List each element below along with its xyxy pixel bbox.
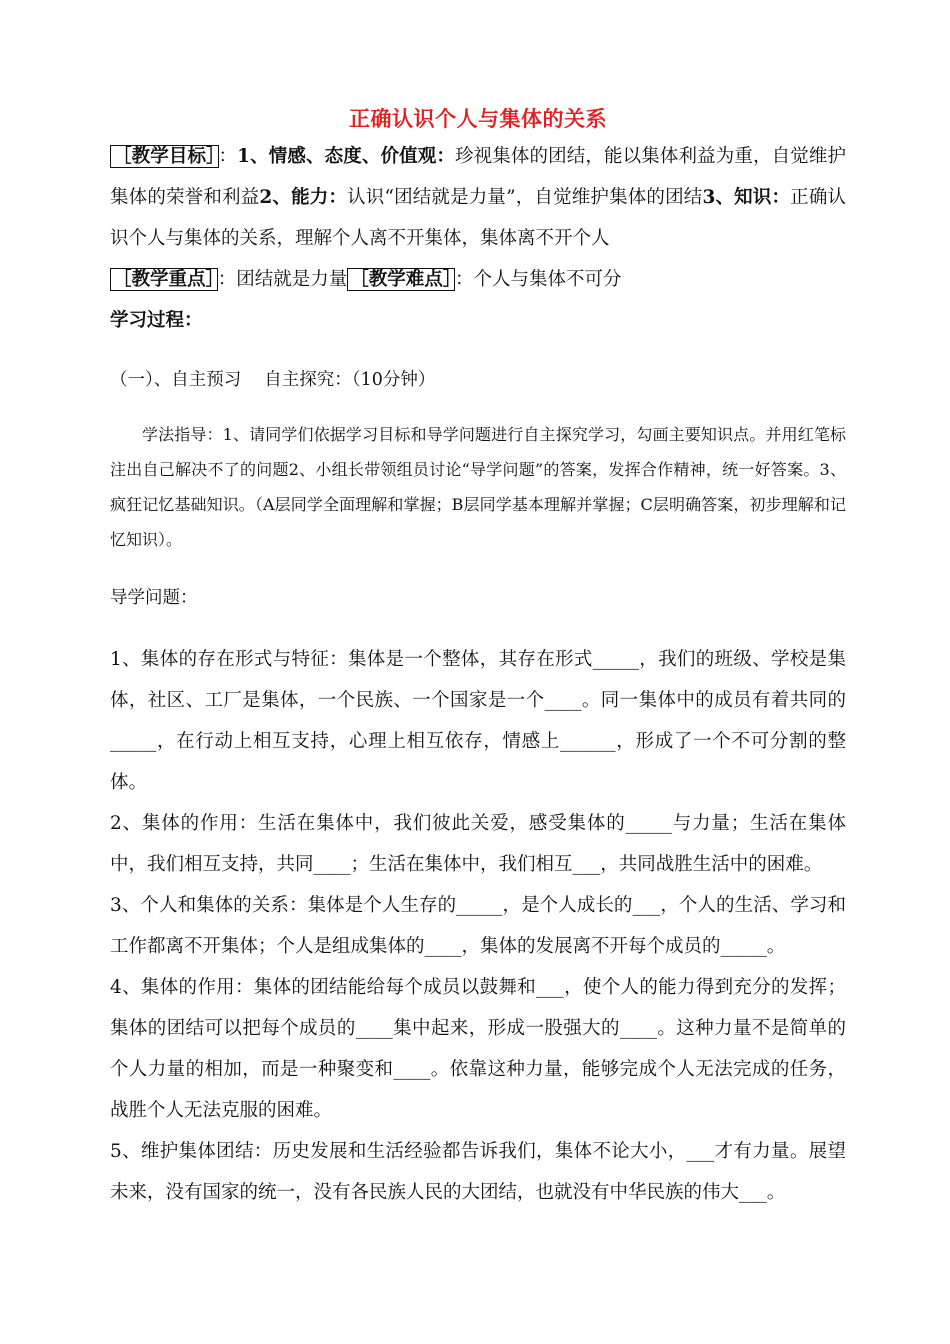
- objectives-label: ［教学目标］: [110, 145, 219, 168]
- question-4: 4、集体的作用：集体的团结能给每个成员以鼓舞和___，使个人的能力得到充分的发挥；集体的团结可以把每个成员的____集中起来，形成一股强大的____。这种力量不是简单的个人力量的相加，而是一种聚变和____。依靠这种力量，能够完成个人无法完成的任务，战胜个人无法克服的困难。: [110, 977, 846, 1121]
- objective-1-text: 珍视集体的团结，能以集体利益为重，自觉维护集体的荣誉和利益: [110, 146, 846, 208]
- document-page: [110, 104, 846, 1213]
- question-2: 2、集体的作用：生活在集体中，我们彼此关爱，感受集体的_____与力量；生活在集体中，我们相互支持，共同____；生活在集体中，我们相互___，共同战胜生活中的困难。: [110, 813, 846, 875]
- key-points: [110, 259, 846, 300]
- objective-2-label: 2、能力：: [259, 187, 348, 208]
- objective-3-label: 3、知识：: [702, 187, 791, 208]
- objective-3-text: 正确认识个人与集体的关系，理解个人离不开集体，集体离不开个人: [110, 187, 847, 249]
- teaching-objectives: [110, 136, 846, 259]
- objective-2-text: 认识“团结就是力量”，自觉维护集体的团结: [347, 187, 703, 208]
- section-heading: （一）、自主预习 自主探究：（10分钟）: [110, 370, 436, 390]
- difficulty-text: ：个人与集体不可分: [455, 269, 622, 290]
- question-5: 5、维护集体团结：历史发展和生活经验都告诉我们，集体不论大小，___才有力量。展望未来，没有国家的统一，没有各民族人民的大团结，也就没有中华民族的伟大___。: [110, 1141, 846, 1203]
- focus-label: ［教学重点］: [110, 268, 218, 291]
- process-heading: 学习过程：: [110, 310, 203, 331]
- guide-questions-title: 导学问题：: [110, 588, 198, 608]
- question-1: 1、集体的存在形式与特征：集体是一个整体，其存在形式_____，我们的班级、学校是集体，社区、工厂是集体，一个民族、一个国家是一个____。同一集体中的成员有着共同的_____，在行动上相互支持，心理上相互依存，情感上______，形成了一个不可分割的整体。: [110, 649, 846, 793]
- document-title: 正确认识个人与集体的关系: [349, 106, 607, 131]
- study-method: 学法指导：1、请同学们依据学习目标和导学问题进行自主探究学习，勾画主要知识点。并用红笔标注出自己解决不了的问题2、小组长带领组员讨论“导学问题”的答案，发挥合作精神，统一好答案。3、疯狂记忆基础知识。（A层同学全面理解和掌握；B层同学基本理解并掌握；C层明确答案，初步理解和记忆知识）。: [110, 425, 846, 549]
- objective-1-label: 1、情感、态度、价值观：: [237, 146, 455, 167]
- question-3: 3、个人和集体的关系：集体是个人生存的_____，是个人成长的___，个人的生活、学习和工作都离不开集体；个人是组成集体的____，集体的发展离不开每个成员的_____。: [110, 895, 846, 957]
- objectives-sep: ：: [218, 146, 238, 167]
- difficulty-label: ［教学难点］: [347, 268, 455, 291]
- focus-text: ：团结就是力量: [217, 269, 348, 290]
